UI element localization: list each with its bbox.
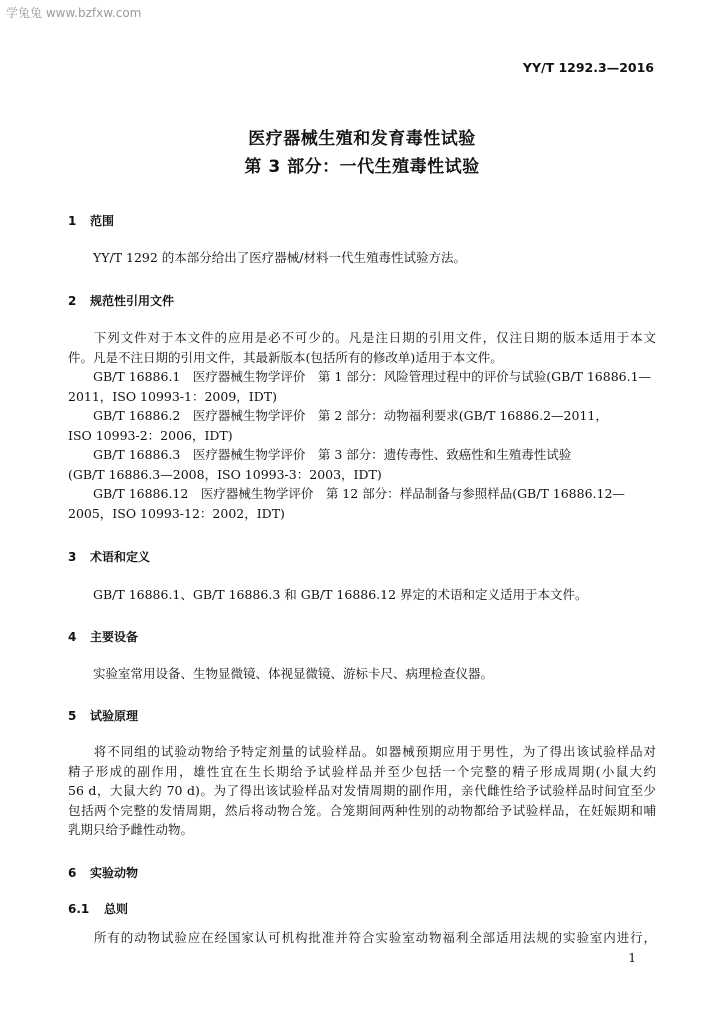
standard-number: YY/T 1292.3—2016 <box>522 60 654 75</box>
reference-item-continued: ISO 10993-2：2006，IDT) <box>68 427 233 443</box>
section-number: 6.1 <box>68 902 90 916</box>
section-number: 5 <box>68 709 77 723</box>
section-number: 3 <box>68 550 77 564</box>
section-3-text: GB/T 16886.1、GB/T 16886.3 和 GB/T 16886.12 界定的术语和定义适用于本文件。 <box>93 587 588 602</box>
section-1-text: YY/T 1292 的本部分给出了医疗器械/材料一代生殖毒性试验方法。 <box>93 250 467 265</box>
section-title: 总则 <box>104 902 129 916</box>
section-heading-1 <box>68 212 114 229</box>
section-title: 范围 <box>90 214 115 228</box>
section-heading-4 <box>68 628 138 645</box>
section-title: 规范性引用文件 <box>90 294 175 308</box>
section-heading-2 <box>68 292 174 309</box>
section-heading-3 <box>68 548 150 565</box>
section-5-text: 将不同组的试验动物给予特定剂量的试验样品。如器械预期应用于男性，为了得出该试验样品对 精子形成的副作用，雄性宜在生长期给予试验样品并至少包括一个完整的精子形成周期(小鼠大约 56 d，大鼠大约 70 d)。为了得出该试验样品对发情周期的副作用，亲代雌性给予试验样品时间宜至少 包括两个完整的发情周期，然后将动物合笼。合笼期间两种性别的动物都给予试验样品，在妊娠期和哺 乳期只给予雌性动物。 <box>68 744 656 837</box>
section-number: 4 <box>68 630 77 644</box>
document-subtitle: 第 3 部分：一代生殖毒性试验 <box>244 157 480 177</box>
document-title: 医疗器械生殖和发育毒性试验 <box>248 129 476 149</box>
section-heading-5 <box>68 707 138 724</box>
section-title: 实验动物 <box>90 866 139 880</box>
normative-references-list <box>68 367 656 523</box>
reference-item-continued: 2011，ISO 10993-1：2009，IDT) <box>68 388 277 404</box>
watermark: 学兔兔 www.bzfxw.com <box>6 6 142 20</box>
section-number: 6 <box>68 866 77 880</box>
section-4-text: 实验室常用设备、生物显微镜、体视显微镜、游标卡尺、病理检查仪器。 <box>93 666 494 681</box>
section-6-1-text: 所有的动物试验应在经国家认可机构批准并符合实验室动物福利全部适用法规的实验室内进行， <box>93 930 656 945</box>
section-heading-6 <box>68 864 138 881</box>
subsection-heading-6-1 <box>68 900 128 917</box>
section-number: 2 <box>68 294 77 308</box>
reference-item: GB/T 16886.12 医疗器械生物学评价 第 12 部分：样品制备与参照样品(GB/T 16886.12— <box>93 486 625 501</box>
section-title: 主要设备 <box>90 630 139 644</box>
section-title: 术语和定义 <box>90 550 151 564</box>
page-number: 1 <box>628 951 636 965</box>
reference-item: GB/T 16886.1 医疗器械生物学评价 第 1 部分：风险管理过程中的评价与试验(GB/T 16886.1— <box>93 369 652 384</box>
reference-item: GB/T 16886.2 医疗器械生物学评价 第 2 部分：动物福利要求(GB/T 16886.2—2011， <box>93 408 608 423</box>
section-number: 1 <box>68 214 77 228</box>
reference-item-continued: 2005，ISO 10993-12：2002，IDT) <box>68 505 285 521</box>
section-2-intro: 下列文件对于本文件的应用是必不可少的。凡是注日期的引用文件，仅注日期的版本适用于本文 件。凡是不注日期的引用文件，其最新版本(包括所有的修改单)适用于本文件。 <box>68 330 656 365</box>
reference-item: GB/T 16886.3 医疗器械生物学评价 第 3 部分：遗传毒性、致癌性和生殖毒性试验 <box>93 447 572 462</box>
reference-item-continued: (GB/T 16886.3—2008，ISO 10993-3：2003，IDT) <box>68 466 382 482</box>
section-title: 试验原理 <box>90 709 139 723</box>
